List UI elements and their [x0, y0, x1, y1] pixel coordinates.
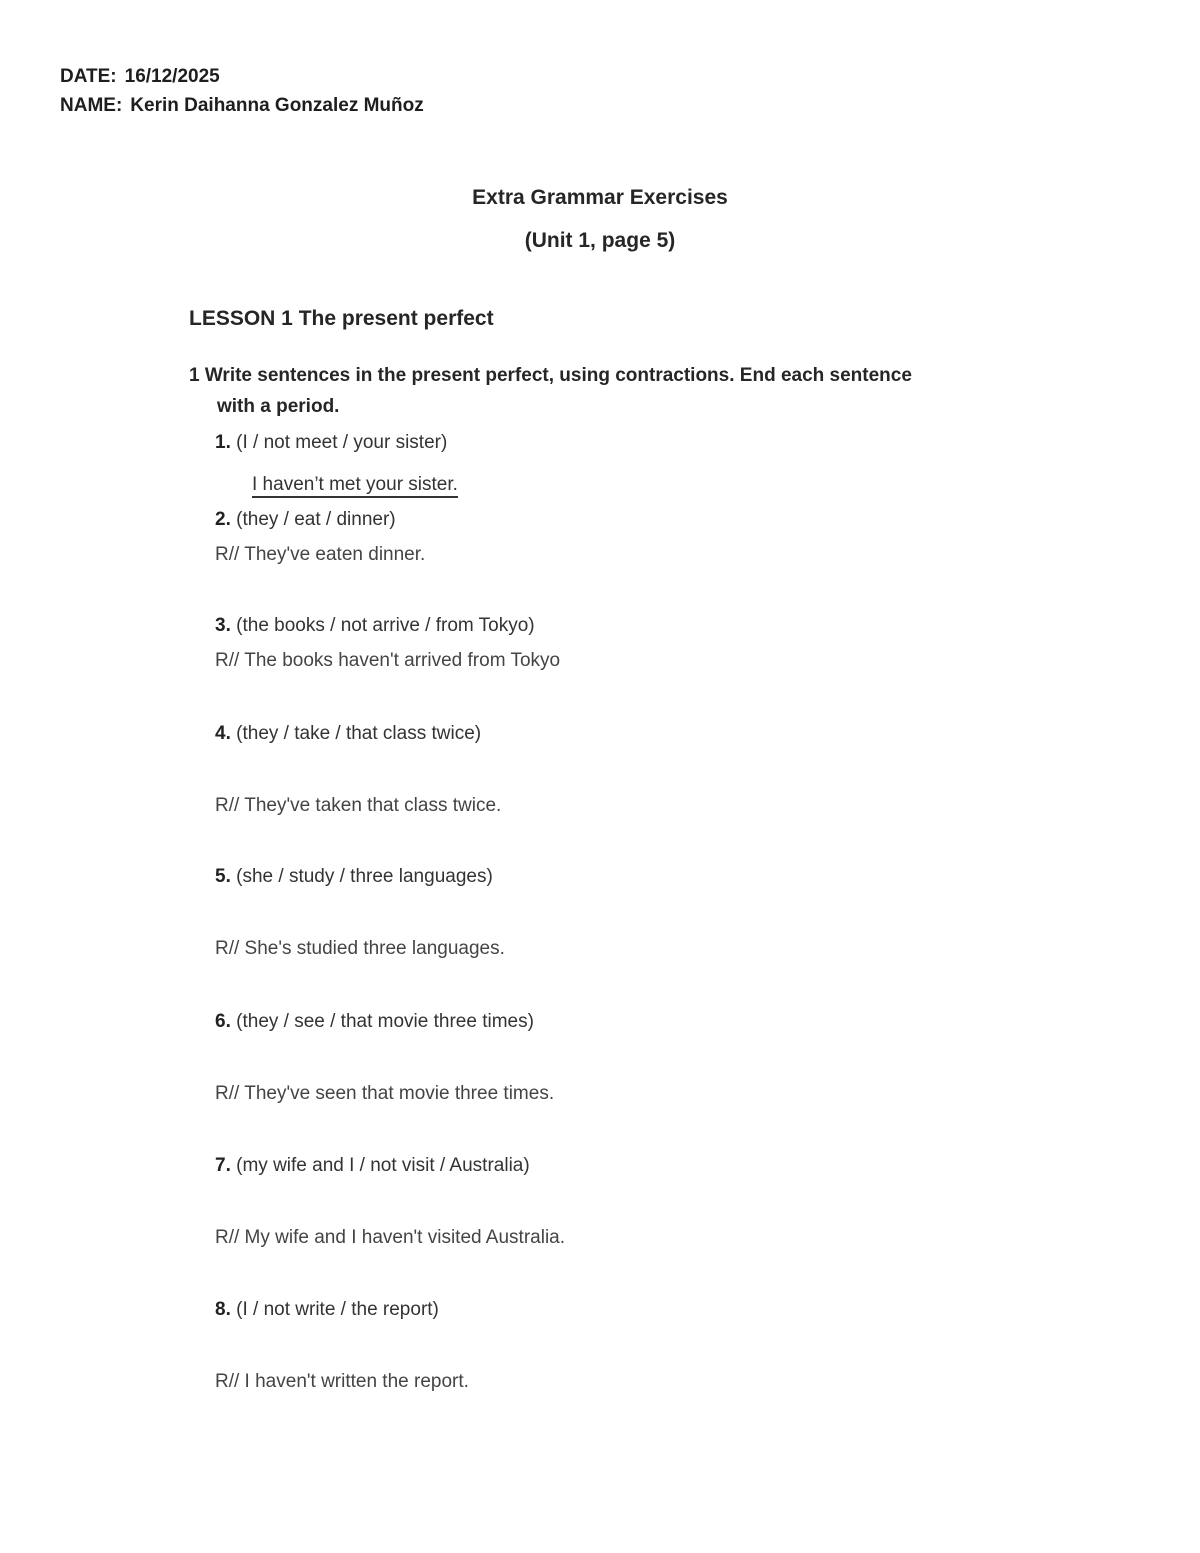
lesson-heading: LESSON 1 The present perfect: [189, 307, 494, 330]
item-number: 3.: [215, 615, 231, 636]
exercise-item-4-prompt: [215, 723, 481, 745]
exercise-item-5-prompt: [215, 866, 493, 888]
name-label: NAME:: [60, 95, 123, 116]
item-number: 7.: [215, 1155, 231, 1176]
date-label: DATE:: [60, 66, 117, 87]
document-subtitle: (Unit 1, page 5): [524, 229, 676, 252]
exercise-instruction: [189, 360, 1029, 422]
item-number: 1.: [215, 432, 231, 453]
item-number: 5.: [215, 866, 231, 887]
item-prompt: (they / take / that class twice): [236, 723, 482, 744]
item-prompt: (I / not write / the report): [236, 1299, 439, 1320]
item-prompt: (my wife and I / not visit / Australia): [236, 1155, 530, 1176]
exercise-item-8-prompt: [215, 1299, 439, 1321]
item-number: 6.: [215, 1011, 231, 1032]
name-line: [60, 95, 424, 117]
exercise-item-7-answer: R// My wife and I haven't visited Australia.: [215, 1227, 566, 1248]
instruction-line-2: with a period.: [217, 396, 340, 417]
item-prompt: (they / see / that movie three times): [236, 1011, 534, 1032]
item-prompt: (she / study / three languages): [236, 866, 493, 887]
exercise-item-1-example-answer: I haven’t met your sister.: [252, 474, 458, 498]
exercise-item-2-answer: R// They've eaten dinner.: [215, 544, 426, 565]
exercise-item-6-answer: R// They've seen that movie three times.: [215, 1083, 555, 1104]
item-prompt: (the books / not arrive / from Tokyo): [236, 615, 535, 636]
date-value: 16/12/2025: [124, 66, 220, 87]
exercise-item-3-answer: R// The books haven't arrived from Tokyo: [215, 650, 561, 671]
instruction-line-1: 1 Write sentences in the present perfect, using contractions. End each sentence: [189, 365, 912, 386]
exercise-item-1-prompt: [215, 432, 447, 454]
exercise-item-4-answer: R// They've taken that class twice.: [215, 795, 502, 816]
exercise-item-5-answer: R// She's studied three languages.: [215, 938, 505, 959]
date-line: [60, 66, 220, 88]
exercise-item-7-prompt: [215, 1155, 530, 1177]
document-title: Extra Grammar Exercises: [472, 186, 728, 209]
exercise-item-2-prompt: [215, 509, 396, 531]
exercise-item-6-prompt: [215, 1011, 534, 1033]
exercise-item-8-answer: R// I haven't written the report.: [215, 1371, 469, 1392]
item-number: 4.: [215, 723, 231, 744]
name-value: Kerin Daihanna Gonzalez Muñoz: [130, 95, 424, 116]
exercise-item-3-prompt: [215, 615, 535, 637]
item-prompt: (they / eat / dinner): [236, 509, 396, 530]
item-number: 8.: [215, 1299, 231, 1320]
item-prompt: (I / not meet / your sister): [236, 432, 448, 453]
item-number: 2.: [215, 509, 231, 530]
